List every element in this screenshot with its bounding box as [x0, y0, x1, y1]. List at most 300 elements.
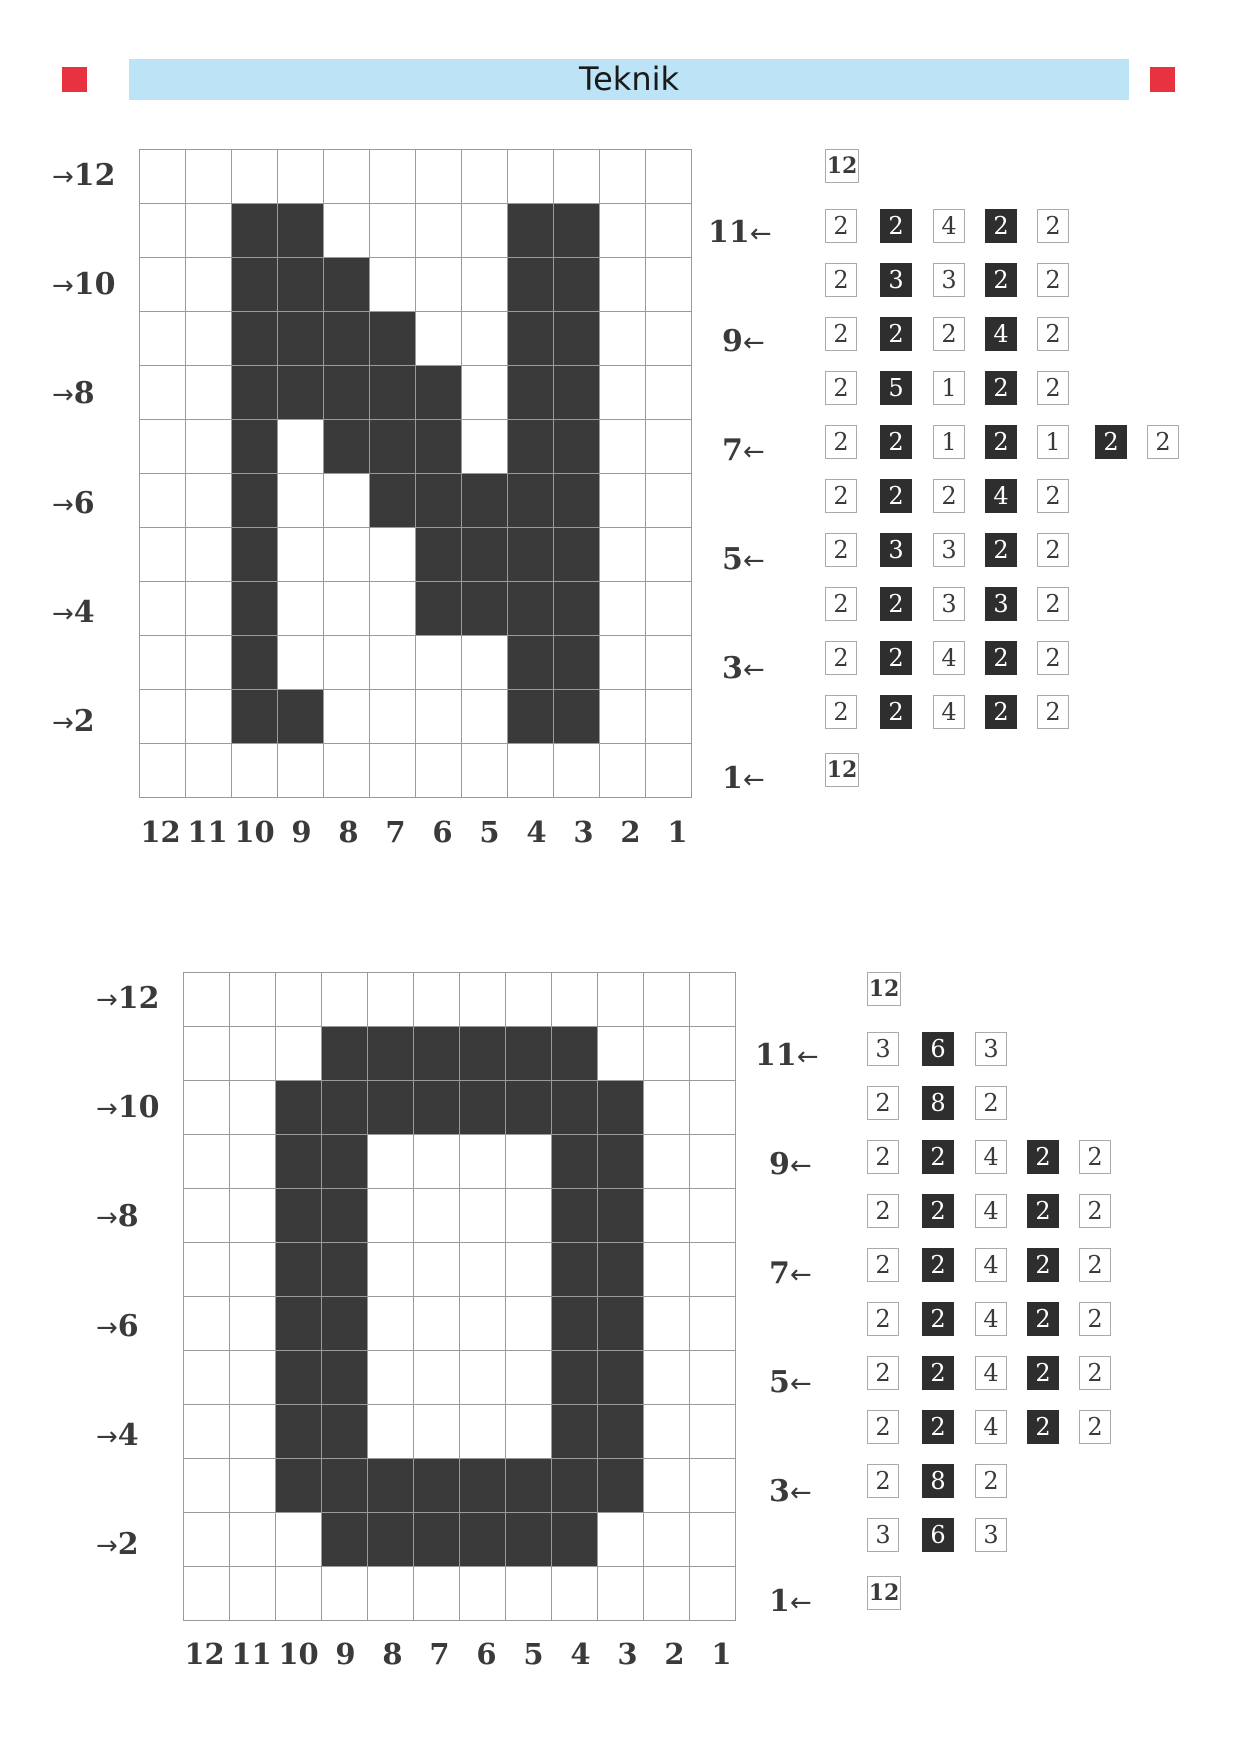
grid-cell[interactable]	[414, 1351, 460, 1405]
grid-cell[interactable]	[370, 744, 416, 798]
grid-cell[interactable]	[230, 1243, 276, 1297]
grid-cell[interactable]	[230, 1135, 276, 1189]
row-label-left-6	[96, 1308, 139, 1344]
grid-cell[interactable]	[278, 150, 324, 204]
grid-cell[interactable]	[322, 1459, 368, 1513]
grid-cell[interactable]	[552, 973, 598, 1027]
grid-cell[interactable]	[322, 1567, 368, 1621]
grid-cell[interactable]	[554, 258, 600, 312]
grid-cell[interactable]	[690, 973, 736, 1027]
grid-cell[interactable]	[184, 1297, 230, 1351]
count-box: 2	[825, 425, 857, 459]
grid-cell[interactable]	[644, 1459, 690, 1513]
grid-cell[interactable]	[598, 1081, 644, 1135]
grid-cell[interactable]	[278, 690, 324, 744]
grid-cell[interactable]	[278, 528, 324, 582]
grid-cell[interactable]	[508, 204, 554, 258]
grid-cell[interactable]	[230, 1189, 276, 1243]
grid-cell[interactable]	[644, 1081, 690, 1135]
grid-cell[interactable]	[598, 1513, 644, 1567]
grid-cell[interactable]	[278, 474, 324, 528]
grid-cell[interactable]	[508, 150, 554, 204]
grid-cell[interactable]	[184, 1135, 230, 1189]
grid-cell[interactable]	[644, 1513, 690, 1567]
grid-cell[interactable]	[370, 474, 416, 528]
grid-cell[interactable]	[600, 528, 646, 582]
grid-cell[interactable]	[276, 1135, 322, 1189]
grid-cell[interactable]	[232, 258, 278, 312]
grid-cell[interactable]	[646, 150, 692, 204]
grid-cell[interactable]	[414, 1135, 460, 1189]
grid-cell[interactable]	[414, 1189, 460, 1243]
grid-cell[interactable]	[462, 528, 508, 582]
arrow-right-icon: →	[52, 271, 74, 302]
grid-cell[interactable]	[186, 258, 232, 312]
corner-marker-right	[1150, 67, 1175, 92]
grid-cell[interactable]	[232, 204, 278, 258]
grid-cell[interactable]	[186, 420, 232, 474]
grid-cell[interactable]	[184, 973, 230, 1027]
grid-cell[interactable]	[414, 1405, 460, 1459]
grid-cell[interactable]	[322, 1135, 368, 1189]
grid-cell[interactable]	[644, 1135, 690, 1189]
grid-cell[interactable]	[506, 1459, 552, 1513]
grid-cell[interactable]	[508, 420, 554, 474]
grid-cell[interactable]	[460, 1027, 506, 1081]
grid-cell[interactable]	[416, 312, 462, 366]
grid-cell[interactable]	[322, 1189, 368, 1243]
grid-cell[interactable]	[508, 474, 554, 528]
grid-cell[interactable]	[230, 1351, 276, 1405]
grid-cell[interactable]	[646, 420, 692, 474]
grid-cell[interactable]	[552, 1297, 598, 1351]
grid-cell[interactable]	[324, 312, 370, 366]
grid-cell[interactable]	[324, 204, 370, 258]
grid-cell[interactable]	[690, 1513, 736, 1567]
grid-cell[interactable]	[278, 744, 324, 798]
grid-cell[interactable]	[414, 1459, 460, 1513]
grid-cell[interactable]	[462, 474, 508, 528]
grid-cell[interactable]	[414, 1513, 460, 1567]
grid-cell[interactable]	[184, 1189, 230, 1243]
row-number: 6	[73, 485, 95, 521]
grid-cell[interactable]	[324, 420, 370, 474]
grid-cell[interactable]	[644, 1567, 690, 1621]
grid-cell[interactable]	[140, 366, 186, 420]
grid-cell[interactable]	[416, 744, 462, 798]
page-title: Teknik	[129, 59, 1129, 100]
grid-cell[interactable]	[276, 1351, 322, 1405]
grid-cell[interactable]	[690, 1189, 736, 1243]
grid-cell[interactable]	[186, 528, 232, 582]
grid-cell[interactable]	[506, 1243, 552, 1297]
grid-cell[interactable]	[232, 474, 278, 528]
grid-cell[interactable]	[140, 636, 186, 690]
grid-cell[interactable]	[230, 973, 276, 1027]
grid-cell[interactable]	[230, 1459, 276, 1513]
grid-cell[interactable]	[506, 1135, 552, 1189]
grid-cell[interactable]	[460, 1567, 506, 1621]
grid-cell[interactable]	[462, 150, 508, 204]
grid-cell[interactable]	[278, 366, 324, 420]
grid-cell[interactable]	[462, 582, 508, 636]
grid-cell[interactable]	[232, 690, 278, 744]
grid-cell[interactable]	[460, 973, 506, 1027]
grid-cell[interactable]	[184, 1405, 230, 1459]
grid-cell[interactable]	[460, 1405, 506, 1459]
grid-cell[interactable]	[416, 636, 462, 690]
grid-cell[interactable]	[368, 1081, 414, 1135]
grid-cell[interactable]	[460, 1513, 506, 1567]
grid-cell[interactable]	[508, 744, 554, 798]
grid-cell[interactable]	[416, 204, 462, 258]
grid-cell[interactable]	[276, 1567, 322, 1621]
grid-cell[interactable]	[460, 1459, 506, 1513]
grid-cell[interactable]	[324, 636, 370, 690]
grid-cell[interactable]	[324, 582, 370, 636]
grid-cell[interactable]	[416, 582, 462, 636]
grid-cell[interactable]	[184, 1459, 230, 1513]
grid-cell[interactable]	[140, 474, 186, 528]
grid-cell[interactable]	[506, 1189, 552, 1243]
grid-cell[interactable]	[598, 1351, 644, 1405]
grid-cell[interactable]	[552, 1081, 598, 1135]
grid-cell[interactable]	[140, 204, 186, 258]
grid-cell[interactable]	[646, 636, 692, 690]
grid-cell[interactable]	[414, 1027, 460, 1081]
grid-cell[interactable]	[554, 312, 600, 366]
grid-cell[interactable]	[368, 973, 414, 1027]
grid-cell[interactable]	[600, 150, 646, 204]
grid-cell[interactable]	[324, 366, 370, 420]
grid-cell[interactable]	[508, 258, 554, 312]
grid-cell[interactable]	[416, 528, 462, 582]
grid-cell[interactable]	[230, 1297, 276, 1351]
grid-cell[interactable]	[646, 528, 692, 582]
grid-cell[interactable]	[276, 1297, 322, 1351]
grid-cell[interactable]	[690, 1135, 736, 1189]
grid-cell[interactable]	[232, 420, 278, 474]
grid-cell[interactable]	[600, 204, 646, 258]
grid-cell[interactable]	[278, 582, 324, 636]
grid-cell[interactable]	[690, 1405, 736, 1459]
grid-cell[interactable]	[232, 528, 278, 582]
grid-cell[interactable]	[276, 1243, 322, 1297]
grid-cell[interactable]	[416, 474, 462, 528]
grid-cell[interactable]	[368, 1459, 414, 1513]
grid-cell[interactable]	[370, 204, 416, 258]
grid-cell[interactable]	[278, 204, 324, 258]
grid-cell[interactable]	[598, 1243, 644, 1297]
grid-cell[interactable]	[370, 528, 416, 582]
grid-cell[interactable]	[552, 1567, 598, 1621]
grid-cell[interactable]	[184, 1243, 230, 1297]
grid-cell[interactable]	[554, 204, 600, 258]
grid-cell[interactable]	[414, 1567, 460, 1621]
grid-cell[interactable]	[460, 1081, 506, 1135]
grid-cell[interactable]	[462, 366, 508, 420]
grid-cell[interactable]	[186, 582, 232, 636]
grid-cell[interactable]	[554, 420, 600, 474]
grid-cell[interactable]	[552, 1189, 598, 1243]
grid-cell[interactable]	[370, 636, 416, 690]
grid-cell[interactable]	[690, 1243, 736, 1297]
grid-cell[interactable]	[460, 1297, 506, 1351]
grid-cell[interactable]	[554, 744, 600, 798]
grid-cell[interactable]	[416, 420, 462, 474]
grid-cell[interactable]	[370, 420, 416, 474]
grid-cell[interactable]	[322, 1513, 368, 1567]
grid-cell[interactable]	[416, 150, 462, 204]
grid-cell[interactable]	[462, 204, 508, 258]
grid-cell[interactable]	[186, 474, 232, 528]
grid-cell[interactable]	[506, 1567, 552, 1621]
grid-cell[interactable]	[232, 582, 278, 636]
grid-row	[140, 690, 692, 744]
grid-cell[interactable]	[690, 1297, 736, 1351]
grid-cell[interactable]	[322, 1243, 368, 1297]
grid-cell[interactable]	[644, 1189, 690, 1243]
count-box: 2	[825, 695, 857, 729]
grid-cell[interactable]	[554, 690, 600, 744]
grid-cell[interactable]	[368, 1405, 414, 1459]
grid-cell[interactable]	[462, 312, 508, 366]
grid-cell[interactable]	[414, 1081, 460, 1135]
grid-cell[interactable]	[506, 973, 552, 1027]
grid-cell[interactable]	[140, 744, 186, 798]
grid-cell[interactable]	[598, 1189, 644, 1243]
grid-cell[interactable]	[368, 1027, 414, 1081]
count-box: 2	[922, 1410, 954, 1444]
grid-cell[interactable]	[232, 636, 278, 690]
grid-cell[interactable]	[646, 204, 692, 258]
grid-cell[interactable]	[462, 690, 508, 744]
grid-cell[interactable]	[646, 474, 692, 528]
grid-cell[interactable]	[506, 1027, 552, 1081]
grid-row	[140, 312, 692, 366]
grid-cell[interactable]	[646, 258, 692, 312]
grid-cell[interactable]	[690, 1351, 736, 1405]
grid-cell[interactable]	[506, 1513, 552, 1567]
grid-cell[interactable]	[644, 1351, 690, 1405]
grid-cell[interactable]	[600, 420, 646, 474]
grid-cell[interactable]	[230, 1027, 276, 1081]
grid-cell[interactable]	[646, 690, 692, 744]
grid-cell[interactable]	[140, 312, 186, 366]
grid-cell[interactable]	[646, 312, 692, 366]
grid-cell[interactable]	[646, 744, 692, 798]
grid-cell[interactable]	[324, 258, 370, 312]
grid-cell[interactable]	[186, 366, 232, 420]
grid-cell[interactable]	[646, 366, 692, 420]
grid-cell[interactable]	[600, 582, 646, 636]
grid-cell[interactable]	[278, 420, 324, 474]
grid-cell[interactable]	[600, 312, 646, 366]
grid-cell[interactable]	[598, 1027, 644, 1081]
grid-cell[interactable]	[276, 973, 322, 1027]
grid-cell[interactable]	[552, 1135, 598, 1189]
grid-cell[interactable]	[368, 1351, 414, 1405]
grid-cell[interactable]	[416, 366, 462, 420]
grid-cell[interactable]	[598, 1135, 644, 1189]
grid-cell[interactable]	[278, 312, 324, 366]
grid-cell[interactable]	[324, 690, 370, 744]
grid-cell[interactable]	[598, 973, 644, 1027]
grid-cell[interactable]	[322, 1297, 368, 1351]
grid-cell[interactable]	[322, 1405, 368, 1459]
grid-cell[interactable]	[232, 366, 278, 420]
grid-cell[interactable]	[460, 1189, 506, 1243]
grid-cell[interactable]	[600, 258, 646, 312]
grid-cell[interactable]	[598, 1459, 644, 1513]
grid-cell[interactable]	[140, 690, 186, 744]
grid-cell[interactable]	[184, 1081, 230, 1135]
grid-cell[interactable]	[230, 1405, 276, 1459]
grid-cell[interactable]	[600, 366, 646, 420]
grid-cell[interactable]	[186, 312, 232, 366]
grid-cell[interactable]	[460, 1351, 506, 1405]
grid-cell[interactable]	[554, 474, 600, 528]
grid-cell[interactable]	[186, 204, 232, 258]
grid-cell[interactable]	[644, 1243, 690, 1297]
grid-cell[interactable]	[600, 636, 646, 690]
grid-cell[interactable]	[554, 582, 600, 636]
grid-cell[interactable]	[140, 528, 186, 582]
grid-cell[interactable]	[414, 1297, 460, 1351]
grid-cell[interactable]	[278, 636, 324, 690]
grid-cell[interactable]	[598, 1297, 644, 1351]
grid-cell[interactable]	[322, 1027, 368, 1081]
grid-cell[interactable]	[368, 1297, 414, 1351]
grid-cell[interactable]	[186, 744, 232, 798]
grid-cell[interactable]	[460, 1135, 506, 1189]
grid-cell[interactable]	[276, 1189, 322, 1243]
grid-cell[interactable]	[232, 744, 278, 798]
grid-cell[interactable]	[554, 528, 600, 582]
grid-cell[interactable]	[508, 636, 554, 690]
grid-cell[interactable]	[370, 366, 416, 420]
grid-cell[interactable]	[230, 1513, 276, 1567]
grid-cell[interactable]	[598, 1405, 644, 1459]
grid-cell[interactable]	[644, 1405, 690, 1459]
grid-cell[interactable]	[184, 1567, 230, 1621]
grid-cell[interactable]	[462, 636, 508, 690]
grid-cell[interactable]	[414, 1243, 460, 1297]
grid-cell[interactable]	[140, 582, 186, 636]
grid-cell[interactable]	[552, 1351, 598, 1405]
grid-cell[interactable]	[690, 1081, 736, 1135]
grid-cell[interactable]	[276, 1081, 322, 1135]
grid-cell[interactable]	[368, 1243, 414, 1297]
grid-cell[interactable]	[506, 1081, 552, 1135]
grid-cell[interactable]	[322, 1351, 368, 1405]
grid-cell[interactable]	[276, 1405, 322, 1459]
grid-cell[interactable]	[324, 474, 370, 528]
grid-cell[interactable]	[186, 636, 232, 690]
grid-cell[interactable]	[368, 1135, 414, 1189]
grid-cell[interactable]	[230, 1081, 276, 1135]
grid-cell[interactable]	[690, 1027, 736, 1081]
grid-cell[interactable]	[276, 1027, 322, 1081]
grid-cell[interactable]	[690, 1459, 736, 1513]
grid-cell[interactable]	[230, 1567, 276, 1621]
grid-cell[interactable]	[646, 582, 692, 636]
column-number: 10	[278, 1637, 319, 1671]
grid-cell[interactable]	[324, 528, 370, 582]
grid-cell[interactable]	[368, 1189, 414, 1243]
grid-cell[interactable]	[508, 690, 554, 744]
grid-cell[interactable]	[506, 1297, 552, 1351]
grid-cell[interactable]	[370, 150, 416, 204]
grid-cell[interactable]	[462, 420, 508, 474]
grid-cell[interactable]	[140, 420, 186, 474]
grid-cell[interactable]	[368, 1513, 414, 1567]
grid-cell[interactable]	[370, 312, 416, 366]
grid-cell[interactable]	[232, 312, 278, 366]
grid-cell[interactable]	[462, 744, 508, 798]
grid-cell[interactable]	[140, 150, 186, 204]
grid-cell[interactable]	[508, 582, 554, 636]
grid-cell[interactable]	[690, 1567, 736, 1621]
grid-cell[interactable]	[506, 1351, 552, 1405]
grid-cell[interactable]	[508, 312, 554, 366]
grid-cell[interactable]	[276, 1459, 322, 1513]
grid-cell[interactable]	[186, 690, 232, 744]
grid-cell[interactable]	[552, 1459, 598, 1513]
grid-cell[interactable]	[370, 258, 416, 312]
grid-cell[interactable]	[600, 744, 646, 798]
grid-cell[interactable]	[552, 1243, 598, 1297]
grid-cell[interactable]	[276, 1513, 322, 1567]
grid-cell[interactable]	[232, 150, 278, 204]
grid-cell[interactable]	[462, 258, 508, 312]
grid-cell[interactable]	[554, 636, 600, 690]
grid-cell[interactable]	[600, 474, 646, 528]
grid-cell[interactable]	[416, 258, 462, 312]
grid-cell[interactable]	[416, 690, 462, 744]
grid-cell[interactable]	[322, 1081, 368, 1135]
grid-cell[interactable]	[554, 150, 600, 204]
grid-cell[interactable]	[644, 1297, 690, 1351]
grid-cell[interactable]	[460, 1243, 506, 1297]
grid-cell[interactable]	[644, 973, 690, 1027]
grid-cell[interactable]	[184, 1351, 230, 1405]
grid-cell[interactable]	[552, 1513, 598, 1567]
grid-cell[interactable]	[644, 1027, 690, 1081]
grid-cell[interactable]	[506, 1405, 552, 1459]
grid-cell[interactable]	[414, 973, 460, 1027]
grid-cell[interactable]	[186, 150, 232, 204]
grid-cell[interactable]	[598, 1567, 644, 1621]
grid-cell[interactable]	[324, 744, 370, 798]
grid-cell[interactable]	[600, 690, 646, 744]
grid-cell[interactable]	[184, 1513, 230, 1567]
grid-cell[interactable]	[508, 366, 554, 420]
grid-cell[interactable]	[184, 1027, 230, 1081]
grid-cell[interactable]	[552, 1405, 598, 1459]
grid-cell[interactable]	[370, 582, 416, 636]
grid-cell[interactable]	[368, 1567, 414, 1621]
grid-cell[interactable]	[278, 258, 324, 312]
grid-cell[interactable]	[370, 690, 416, 744]
grid-cell[interactable]	[554, 366, 600, 420]
grid-cell[interactable]	[552, 1027, 598, 1081]
grid-cell[interactable]	[140, 258, 186, 312]
grid-row	[184, 1189, 736, 1243]
grid-cell[interactable]	[322, 973, 368, 1027]
grid-cell[interactable]	[324, 150, 370, 204]
grid-cell[interactable]	[508, 528, 554, 582]
